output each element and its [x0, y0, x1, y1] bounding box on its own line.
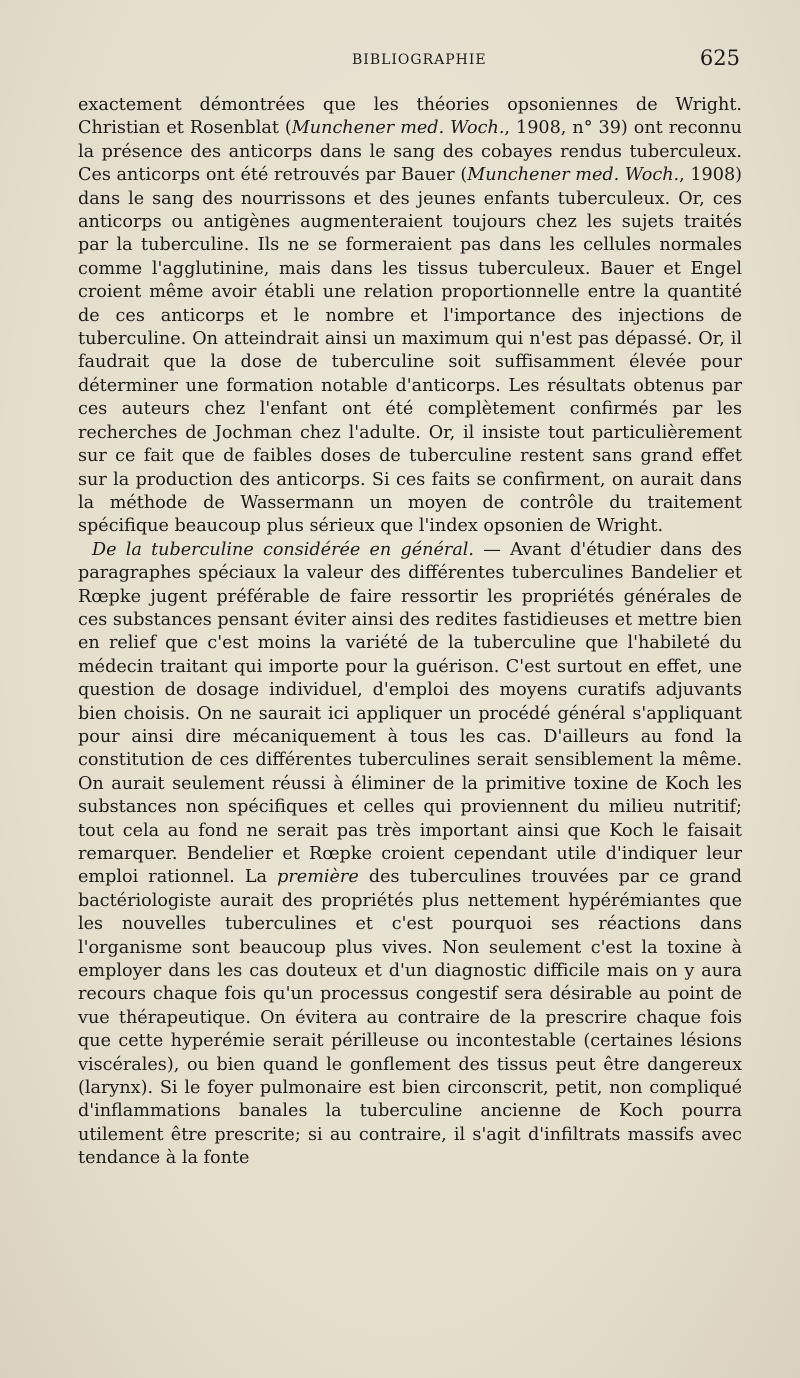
body-text [78, 94, 742, 1171]
journal-citation: Munchener med. Woch. [467, 165, 680, 186]
running-title: BIBLIOGRAPHIE [352, 52, 487, 68]
page-number: 625 [699, 46, 740, 70]
text-segment: des tuberculines trouvées par ce grand bactériologiste aurait des propriétés plus nettement hypérémiantes que les nouvelles tuberculines et c'est pourquoi ses réactions dans l'organisme sont beaucoup plus vives. Non seulement c'est la toxine à employer dans les cas douteux et d'un diagnostic difficile mais on y aura recours chaque fois qu'un processus congestif sera désirable au point de vue thérapeutique. On évitera au contraire de la prescrire chaque fois que cette hyperémie serait périlleuse ou incontestable (certaines lésions viscérales), ou bien quand le gonflement des tissus peut être dangereux (larynx). Si le foyer pulmonaire est bien circonscrit, petit, non compliqué d'inflammations banales la tuberculine ancienne de Koch pourra utilement être prescrite; si au contraire, il s'agit d'infiltrats massifs avec tendance à la fonte [78, 867, 743, 1169]
paragraph-2 [78, 539, 742, 1171]
text-segment: exactement démontrées que les théories opsoniennes de Wright. Christian et Rosenblat ( [78, 95, 742, 139]
section-heading: De la tuberculine considérée en général. [92, 539, 475, 560]
text-segment: — Avant d'étudier dans des paragraphes spéciaux la valeur des différentes tuberculines Bandelier et Rœpke jugent préférable de faire ressortir les propriétés générales de ces substances pensant éviter ainsi des redites fastidieuses et mettre bien en relief que c'est moins la variété de la tuberculine que l'habileté du médecin traitant qui importe pour la guérison. C'est surtout en effet, une question de dosage individuel, d'emploi des moyens curatifs adjuvants bien choisis. On ne saurait ici appliquer un procédé général s'appliquant pour ainsi dire mécaniquement à tous les cas. D'ailleurs au fond la constitution de ces différentes tuberculines serait sensiblement la même. On aurait seulement réussi à éliminer de la primitive toxine de Koch les substances non spécifiques et celles qui proviennent du milieu nutritif; tout cela au fond ne serait pas très important ainsi que Koch le faisait remarquer. Bendelier et Rœpke croient cependant utile d'indiquer leur emploi rationnel. La [78, 539, 742, 888]
page-header [80, 46, 740, 76]
text-segment: , 1908) dans le sang des nourrissons et des jeunes enfants tuberculeux. Or, ces anticorps ou antigènes augmenteraient toujours chez les sujets traités par la tuberculine. Ils ne se formeraient pas dans les cellules normales comme l'agglutinine, mais dans les tissus tuberculeux. Bauer et Engel croient même avoir établi une relation proportionnelle entre la quantité de ces anticorps et le nombre et l'importance des injections de tuberculine. On atteindrait ainsi un maximum qui n'est pas dépassé. Or, il faudrait que la dose de tuberculine soit suffisamment élevée pour déterminer une formation notable d'anticorps. Les résultats obtenus par ces auteurs chez l'enfant ont été complètement confirmés par les recherches de Jochman chez l'adulte. Or, il insiste tout particulièrement sur ce fait que de faibles doses de tuberculine restent sans grand effet sur la production des anticorps. Si ces faits se confirment, on aurait dans la méthode de Wassermann un moyen de contrôle du traitement spécifique beaucoup plus sérieux que l'index opsonien de Wright. [78, 165, 743, 537]
paragraph-1 [78, 94, 742, 539]
emphasis: première [277, 867, 359, 888]
journal-citation: Munchener med. Woch. [291, 118, 505, 139]
text-segment: , 1908, n° 39) ont reconnu la présence des anticorps dans le sang des cobayes rendus tuberculeux. Ces anticorps ont été retrouvés par Bauer ( [78, 118, 743, 186]
